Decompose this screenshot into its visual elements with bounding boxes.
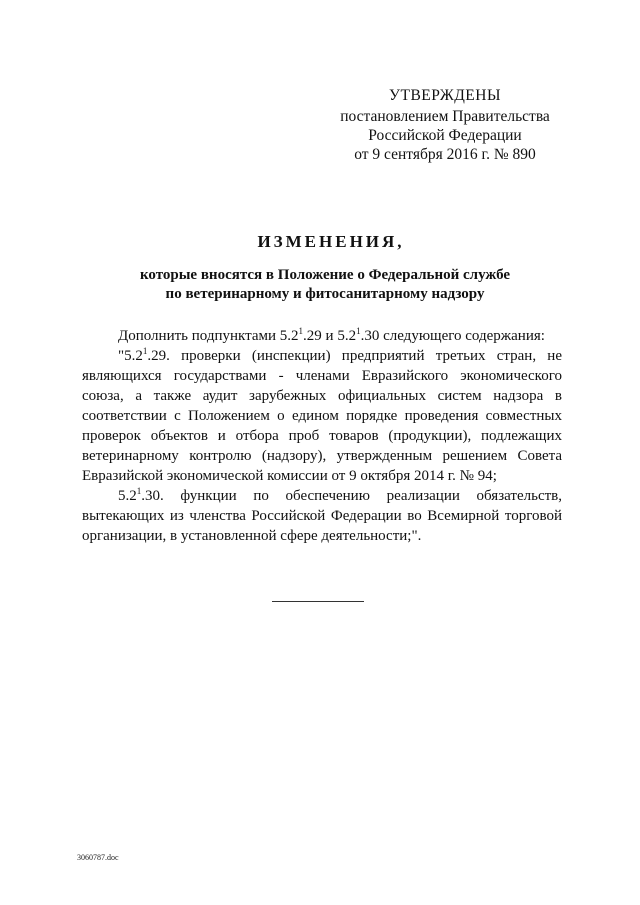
title-block	[0, 232, 640, 304]
footer-file-code: 3060787.doc	[77, 853, 119, 862]
paragraph-clause-30	[82, 486, 562, 546]
superscript: 1	[142, 346, 148, 356]
document-subtitle	[10, 266, 640, 304]
subtitle-line-2: по ветеринарному и фитосанитарному надзору	[165, 286, 485, 302]
subtitle-line-1: которые вносятся в Положение о Федеральной службе	[139, 267, 511, 283]
clause-30-text: .30. функции по обеспечению реализации обязательств, вытекающих из членства Российской Федерации во Всемирной торговой организации, в установленной сфере деятельности;".	[82, 488, 562, 544]
paragraph-intro-text-1: Дополнить подпунктами 5.2	[118, 328, 299, 344]
paragraph-intro-text-2: .29 и 5.2	[303, 328, 357, 344]
superscript: 1	[298, 326, 304, 336]
document-body	[82, 326, 562, 546]
paragraph-intro-text-3: .30 следующего содержания:	[360, 328, 545, 344]
approved-title: УТВЕРЖДЕНЫ	[389, 87, 501, 104]
end-separator-line	[272, 601, 364, 602]
clause-30-number: 5.2	[118, 488, 137, 504]
approval-line-3: от 9 сентября 2016 г. № 890	[354, 146, 536, 163]
document-title: ИЗМЕНЕНИЯ,	[257, 232, 405, 251]
approval-line-2: Российской Федерации	[368, 127, 522, 144]
approval-line-1: постановлением Правительства	[340, 108, 550, 125]
approval-stamp-block	[330, 86, 560, 164]
clause-29-number: "5.2	[118, 348, 143, 364]
clause-29-text: .29. проверки (инспекции) предприятий третьих стран, не являющихся государствами - членами Евразийского экономического союза, а также аудит зарубежных официальных систем надзора в соответствии с Положением о едином порядке проведения совместных проверок объектов и отбора проб товаров (продукции), подлежащих ветеринарному контролю (надзору), утвержденным решением Совета Евразийской экономической комиссии от 9 октября 2014 г. № 94;	[82, 348, 562, 484]
paragraph-clause-29	[82, 346, 562, 486]
superscript: 1	[136, 486, 142, 496]
paragraph-intro	[82, 326, 562, 346]
superscript: 1	[356, 326, 361, 336]
